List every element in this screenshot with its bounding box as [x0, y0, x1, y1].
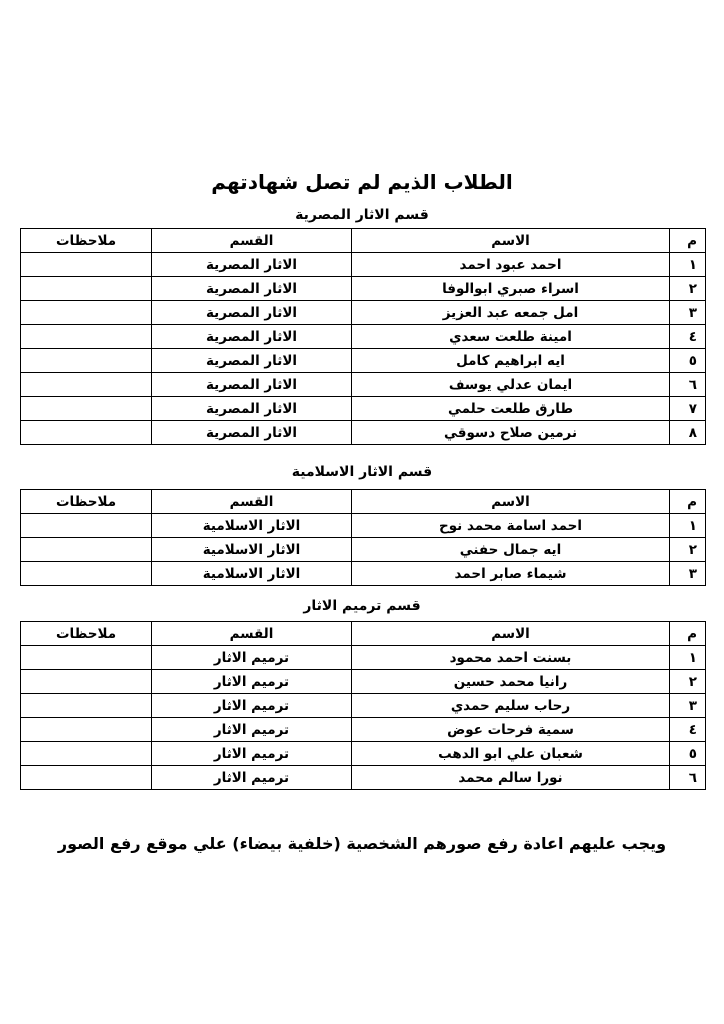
row-name: سمية فرحات عوض [352, 718, 670, 742]
table-egyptian [20, 228, 706, 445]
row-dept: ترميم الاثار [152, 742, 352, 766]
row-num: ٧ [670, 397, 706, 421]
row-notes [21, 694, 152, 718]
table-islamic [20, 489, 706, 586]
row-notes [21, 538, 152, 562]
row-notes [21, 514, 152, 538]
table-row [21, 397, 706, 421]
row-name: شعبان علي ابو الدهب [352, 742, 670, 766]
row-name: امل جمعه عبد العزيز [352, 301, 670, 325]
table-row [21, 742, 706, 766]
table-row [21, 514, 706, 538]
row-name: نرمين صلاح دسوقي [352, 421, 670, 445]
row-dept: ترميم الاثار [152, 646, 352, 670]
row-dept: الاثار المصرية [152, 349, 352, 373]
header-num: م [670, 490, 706, 514]
row-name: اسراء صبري ابوالوفا [352, 277, 670, 301]
row-name: امينة طلعت سعدي [352, 325, 670, 349]
table-row [21, 349, 706, 373]
row-dept: الاثار الاسلامية [152, 514, 352, 538]
row-dept: الاثار المصرية [152, 373, 352, 397]
row-name: شيماء صابر احمد [352, 562, 670, 586]
row-notes [21, 397, 152, 421]
row-notes [21, 253, 152, 277]
table-row [21, 718, 706, 742]
row-dept: الاثار المصرية [152, 397, 352, 421]
section-title-egyptian: قسم الاثار المصرية [295, 207, 429, 223]
table-restoration [20, 621, 706, 790]
page-title: الطلاب الذيم لم تصل شهادتهم [211, 170, 513, 194]
table-row [21, 325, 706, 349]
header-num: م [670, 229, 706, 253]
row-num: ١ [670, 646, 706, 670]
row-name: رحاب سليم حمدي [352, 694, 670, 718]
row-num: ٢ [670, 277, 706, 301]
row-name: رانيا محمد حسين [352, 670, 670, 694]
row-num: ٥ [670, 349, 706, 373]
row-dept: الاثار الاسلامية [152, 538, 352, 562]
table-row [21, 253, 706, 277]
row-num: ٦ [670, 373, 706, 397]
row-num: ٥ [670, 742, 706, 766]
section-title-islamic: قسم الاثار الاسلامية [291, 464, 433, 480]
row-notes [21, 277, 152, 301]
row-name: طارق طلعت حلمي [352, 397, 670, 421]
row-notes [21, 301, 152, 325]
table-header-row [21, 229, 706, 253]
row-num: ٨ [670, 421, 706, 445]
table-row [21, 301, 706, 325]
table-row [21, 670, 706, 694]
footer-note: ويجب عليهم اعادة رفع صورهم الشخصية (خلفية بيضاء) علي موقع رفع الصور [57, 834, 667, 853]
row-notes [21, 766, 152, 790]
table-header-row [21, 490, 706, 514]
header-dept: القسم [152, 490, 352, 514]
table-row [21, 646, 706, 670]
row-notes [21, 373, 152, 397]
row-dept: الاثار المصرية [152, 301, 352, 325]
table-row [21, 694, 706, 718]
row-dept: ترميم الاثار [152, 718, 352, 742]
table-row [21, 538, 706, 562]
row-name: بسنت احمد محمود [352, 646, 670, 670]
header-notes: ملاحظات [21, 622, 152, 646]
row-num: ٢ [670, 670, 706, 694]
row-num: ٢ [670, 538, 706, 562]
header-num: م [670, 622, 706, 646]
row-name: ايه جمال حفني [352, 538, 670, 562]
row-dept: الاثار الاسلامية [152, 562, 352, 586]
row-name: نورا سالم محمد [352, 766, 670, 790]
row-notes [21, 349, 152, 373]
row-num: ٤ [670, 325, 706, 349]
row-num: ١ [670, 253, 706, 277]
row-notes [21, 421, 152, 445]
row-notes [21, 325, 152, 349]
header-dept: القسم [152, 622, 352, 646]
row-dept: الاثار المصرية [152, 253, 352, 277]
row-notes [21, 646, 152, 670]
row-num: ٤ [670, 718, 706, 742]
table-row [21, 562, 706, 586]
header-name: الاسم [352, 490, 670, 514]
row-dept: ترميم الاثار [152, 670, 352, 694]
row-notes [21, 670, 152, 694]
row-num: ٦ [670, 766, 706, 790]
row-num: ٣ [670, 694, 706, 718]
row-dept: الاثار المصرية [152, 325, 352, 349]
row-dept: ترميم الاثار [152, 766, 352, 790]
row-dept: الاثار المصرية [152, 421, 352, 445]
row-dept: ترميم الاثار [152, 694, 352, 718]
row-num: ١ [670, 514, 706, 538]
row-num: ٣ [670, 562, 706, 586]
row-notes [21, 562, 152, 586]
header-name: الاسم [352, 622, 670, 646]
table-row [21, 421, 706, 445]
header-dept: القسم [152, 229, 352, 253]
header-name: الاسم [352, 229, 670, 253]
row-num: ٣ [670, 301, 706, 325]
table-row [21, 373, 706, 397]
row-notes [21, 718, 152, 742]
header-notes: ملاحظات [21, 490, 152, 514]
section-title-restoration: قسم ترميم الاثار [303, 598, 421, 614]
table-header-row [21, 622, 706, 646]
row-name: ايمان عدلي يوسف [352, 373, 670, 397]
row-name: احمد اسامة محمد نوح [352, 514, 670, 538]
row-notes [21, 742, 152, 766]
row-name: ايه ابراهيم كامل [352, 349, 670, 373]
header-notes: ملاحظات [21, 229, 152, 253]
row-name: احمد عبود احمد [352, 253, 670, 277]
row-dept: الاثار المصرية [152, 277, 352, 301]
table-row [21, 766, 706, 790]
table-row [21, 277, 706, 301]
